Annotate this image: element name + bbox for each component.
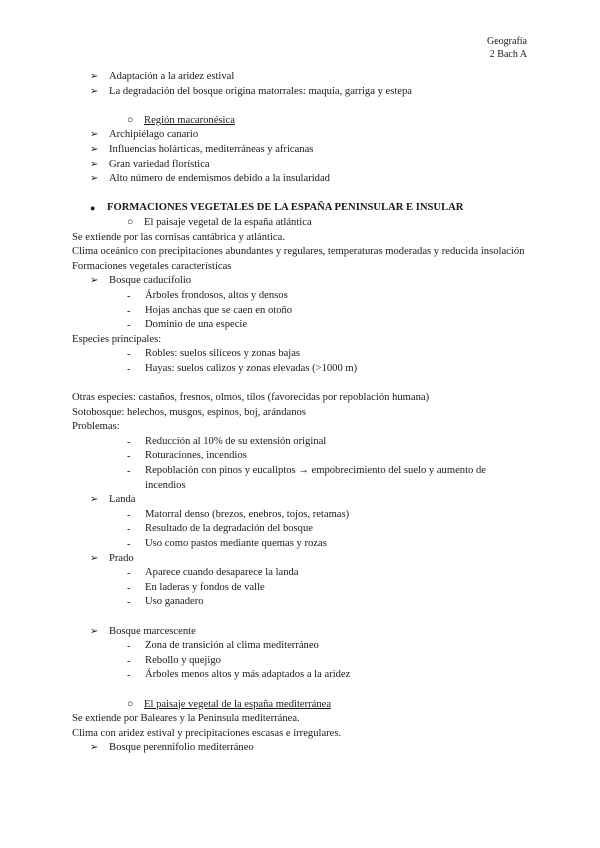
document-body bbox=[72, 70, 528, 756]
list-item: ➢ Landa bbox=[72, 493, 528, 508]
dash-bullet-icon: - bbox=[127, 538, 131, 550]
dash-bullet-icon: - bbox=[127, 348, 131, 361]
arrow-bullet-icon: ➢ bbox=[90, 742, 99, 754]
arrow-bullet-icon: ➢ bbox=[90, 552, 99, 564]
paragraph: Formaciones vegetales características bbox=[72, 260, 232, 272]
list-item: ➢ La degradación del bosque origina matorrales: maquia, garriga y estepa bbox=[72, 85, 528, 100]
dash-bullet-icon: - bbox=[127, 523, 131, 536]
list-item: - Árboles frondosos, altos y densos bbox=[127, 289, 288, 302]
dash-bullet-icon: - bbox=[127, 640, 131, 653]
list-item: ➢ Prado bbox=[72, 552, 528, 567]
list-item: - Árboles menos altos y más adaptados a la aridez bbox=[127, 669, 351, 682]
dash-bullet-icon: - bbox=[127, 567, 131, 580]
dash-bullet-icon: - bbox=[127, 581, 131, 594]
dash-bullet-icon: - bbox=[127, 304, 131, 317]
list-item: - Robles: suelos silíceos y zonas bajas bbox=[127, 348, 301, 361]
arrow-bullet-icon: ➢ bbox=[90, 494, 99, 506]
paragraph: Sotobosque: helechos, musgos, espinos, boj, arándanos bbox=[72, 406, 306, 418]
list-item: - Hayas: suelos calizos y zonas elevadas (>1000 m) bbox=[127, 362, 358, 375]
header-course: 2 Bach A bbox=[489, 49, 527, 60]
dash-bullet-icon: - bbox=[127, 596, 131, 609]
list-item: - Rebollo y quejigo bbox=[127, 654, 221, 667]
list-item: ➢ Bosque perennifolio mediterráneo bbox=[72, 741, 528, 756]
arrow-bullet-icon: ➢ bbox=[90, 143, 99, 155]
dash-bullet-icon: - bbox=[127, 669, 131, 682]
arrow-bullet-icon: ➢ bbox=[90, 85, 99, 97]
paragraph: Clima con aridez estival y precipitaciones escasas e irregulares. bbox=[72, 727, 342, 739]
list-item: - Dominio de una especie bbox=[127, 319, 248, 332]
dash-bullet-icon: - bbox=[127, 508, 131, 521]
list-item: - Zona de transición al clima mediterráneo bbox=[127, 640, 319, 653]
list-item: ➢ Bosque caducifolio bbox=[72, 274, 528, 289]
list-item: - Matorral denso (brezos, enebros, tojos, retamas) bbox=[127, 508, 350, 521]
arrow-bullet-icon: ➢ bbox=[90, 129, 99, 141]
dash-bullet-icon: - bbox=[127, 362, 131, 375]
paragraph: Especies principales: bbox=[72, 333, 162, 345]
list-item: ➢ Bosque marcescente bbox=[72, 625, 528, 640]
subheading-macaronesia: ○ Región macaronésica bbox=[72, 114, 528, 129]
list-item: - Hojas anchas que se caen en otoño bbox=[127, 304, 293, 317]
list-item: ➢ Alto número de endemismos debido a la insularidad bbox=[72, 172, 528, 187]
paragraph: Problemas: bbox=[72, 421, 120, 433]
list-item: - Roturaciones, incendios bbox=[127, 450, 247, 463]
paragraph: Clima oceánico con precipitaciones abundantes y regulares, temperaturas moderadas y reducida insolación bbox=[72, 246, 525, 258]
list-item: ➢ Archipiélago canario bbox=[72, 128, 528, 143]
circle-bullet-icon: ○ bbox=[127, 216, 134, 228]
dash-bullet-icon: - bbox=[127, 654, 131, 667]
list-item: - Reducción al 10% de su extensión original bbox=[127, 435, 327, 448]
list-item: ➢ Adaptación a la aridez estival bbox=[72, 70, 528, 85]
list-item: - En laderas y fondos de valle bbox=[127, 581, 265, 594]
paragraph: Se extiende por Baleares y la Península mediterránea. bbox=[72, 713, 300, 725]
list-item: - Repoblación con pinos y eucaliptos → empobrecimiento del suelo y aumento de incendios bbox=[127, 465, 486, 491]
page-header bbox=[487, 35, 527, 61]
disc-bullet-icon: ● bbox=[90, 203, 96, 214]
arrow-bullet-icon: ➢ bbox=[90, 173, 99, 185]
arrow-bullet-icon: ➢ bbox=[90, 71, 99, 82]
list-item: - Uso como pastos mediante quemas y rozas bbox=[127, 538, 327, 550]
list-item: - Aparece cuando desaparece la landa bbox=[127, 567, 299, 580]
dash-bullet-icon: - bbox=[127, 319, 131, 332]
arrow-bullet-icon: ➢ bbox=[90, 275, 99, 287]
header-subject: Geografía bbox=[487, 36, 527, 47]
circle-bullet-icon: ○ bbox=[127, 698, 134, 710]
paragraph: Se extiende por las cornisas cantábrica y atlántica. bbox=[72, 231, 285, 243]
paragraph: Otras especies: castaños, fresnos, olmos, tilos (favorecidas por repoblación humana) bbox=[72, 392, 430, 404]
dash-bullet-icon: - bbox=[127, 450, 131, 463]
circle-bullet-icon: ○ bbox=[127, 114, 134, 126]
subheading-mediterranea: ○ El paisaje vegetal de la españa mediterránea bbox=[72, 698, 528, 713]
list-item: - Uso ganadero bbox=[127, 596, 204, 609]
arrow-bullet-icon: ➢ bbox=[90, 625, 99, 637]
subheading-atlantica: ○ El paisaje vegetal de la españa atlántica bbox=[72, 216, 528, 231]
list-item: ➢ Influencias holárticas, mediterráneas y africanas bbox=[72, 143, 528, 158]
dash-bullet-icon: - bbox=[127, 435, 131, 448]
dash-bullet-icon: - bbox=[127, 289, 131, 302]
list-item: ➢ Gran variedad florística bbox=[72, 158, 528, 173]
arrow-bullet-icon: ➢ bbox=[90, 158, 99, 170]
dash-bullet-icon: - bbox=[127, 465, 131, 478]
list-item: - Resultado de la degradación del bosque bbox=[127, 523, 313, 536]
section-heading: ● FORMACIONES VEGETALES DE LA ESPAÑA PENINSULAR E INSULAR bbox=[72, 201, 528, 216]
